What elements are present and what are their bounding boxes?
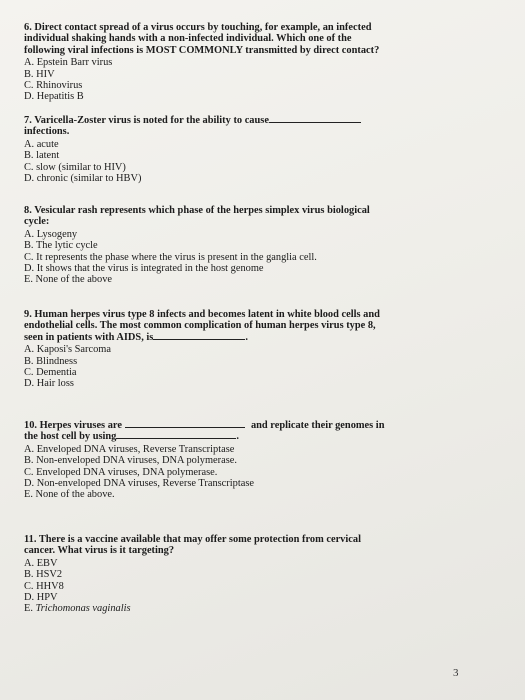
option-e: E. None of the above.	[24, 489, 115, 501]
option-a: A. EBV	[24, 557, 58, 569]
option-d: D. It shows that the virus is integrated in the host genome	[24, 263, 264, 275]
question-9	[24, 309, 456, 390]
option-e	[24, 603, 456, 614]
option-a: A. acute	[24, 138, 59, 150]
stem-line: cancer. What virus is it targeting?	[24, 545, 175, 557]
option-c: C. Dementia	[24, 367, 77, 379]
option-c: C. Rhinovirus	[24, 80, 83, 92]
option-a: A. Enveloped DNA viruses, Reverse Transcriptase	[24, 443, 235, 455]
option-a: A. Kaposi's Sarcoma	[24, 344, 112, 356]
option-b: B. Blindness	[24, 355, 78, 367]
stem-text: seen in patients with AIDS, is	[24, 331, 154, 343]
stem-text: the host cell by using	[24, 431, 117, 443]
option-d: D. chronic (similar to HBV)	[24, 173, 142, 185]
option-b: B. HIV	[24, 68, 55, 80]
option-c: C. It represents the phase where the virus is present in the ganglia cell.	[24, 251, 317, 263]
stem-line	[24, 420, 456, 431]
option-b: B. Non-enveloped DNA viruses, DNA polymerase.	[24, 455, 237, 467]
stem-line: following viral infections is MOST COMMONLY transmitted by direct contact?	[24, 44, 380, 56]
option-text: Trichomonas vaginalis	[35, 603, 131, 615]
stem-text: .	[245, 331, 248, 343]
question-7-stem	[24, 115, 456, 138]
answer-blank	[125, 426, 245, 428]
question-10-stem	[24, 420, 456, 443]
stem-line: cycle:	[24, 216, 50, 228]
option-c: C. slow (similar to HIV)	[24, 161, 126, 173]
question-8	[24, 205, 456, 286]
question-9-stem	[24, 309, 456, 343]
stem-text: 7. Varicella-Zoster virus is noted for the ability to cause	[24, 115, 269, 126]
option-b: B. latent	[24, 150, 60, 162]
option-letter: E.	[24, 603, 33, 615]
option-a: A. Epstein Barr virus	[24, 57, 113, 69]
question-11	[24, 534, 456, 615]
question-7	[24, 115, 456, 184]
option-b: B. HSV2	[24, 569, 63, 581]
question-8-stem	[24, 205, 456, 228]
question-6-stem	[24, 22, 456, 56]
question-10	[24, 420, 456, 501]
stem-text: .	[236, 431, 239, 443]
option-c: C. HHV8	[24, 580, 64, 592]
option-c: C. Enveloped DNA viruses, DNA polymerase.	[24, 466, 218, 478]
question-6	[24, 22, 456, 103]
stem-line	[24, 332, 456, 343]
stem-text: and replicate their genomes in	[250, 420, 385, 431]
answer-blank	[153, 338, 245, 340]
stem-line: 8. Vesicular rash represents which phase of the herpes simplex virus biological	[24, 205, 370, 216]
stem-line: 9. Human herpes virus type 8 infects and becomes latent in white blood cells and	[24, 309, 380, 320]
option-d: D. Hair loss	[24, 378, 74, 390]
stem-line	[24, 431, 456, 442]
stem-line: endothelial cells. The most common complication of human herpes virus type 8,	[24, 320, 376, 332]
option-d: D. Non-enveloped DNA viruses, Reverse Transcriptase	[24, 478, 254, 490]
stem-line: 11. There is a vaccine available that may offer some protection from cervical	[24, 534, 361, 545]
page-number: 3	[453, 667, 459, 679]
stem-text: 10. Herpes viruses are	[24, 420, 122, 431]
option-a: A. Lysogeny	[24, 228, 78, 240]
option-b: B. The lytic cycle	[24, 240, 98, 252]
stem-line	[24, 115, 456, 126]
stem-line: individual shaking hands with a non-infected individual. Which one of the	[24, 33, 352, 45]
option-e: E. None of the above	[24, 274, 113, 286]
option-d: D. Hepatitis B	[24, 91, 84, 103]
question-11-stem	[24, 534, 456, 557]
answer-blank	[116, 437, 236, 439]
stem-line: 6. Direct contact spread of a virus occurs by touching, for example, an infected	[24, 22, 372, 33]
answer-blank	[269, 121, 361, 123]
stem-line: infections.	[24, 126, 70, 138]
option-d: D. HPV	[24, 592, 58, 604]
